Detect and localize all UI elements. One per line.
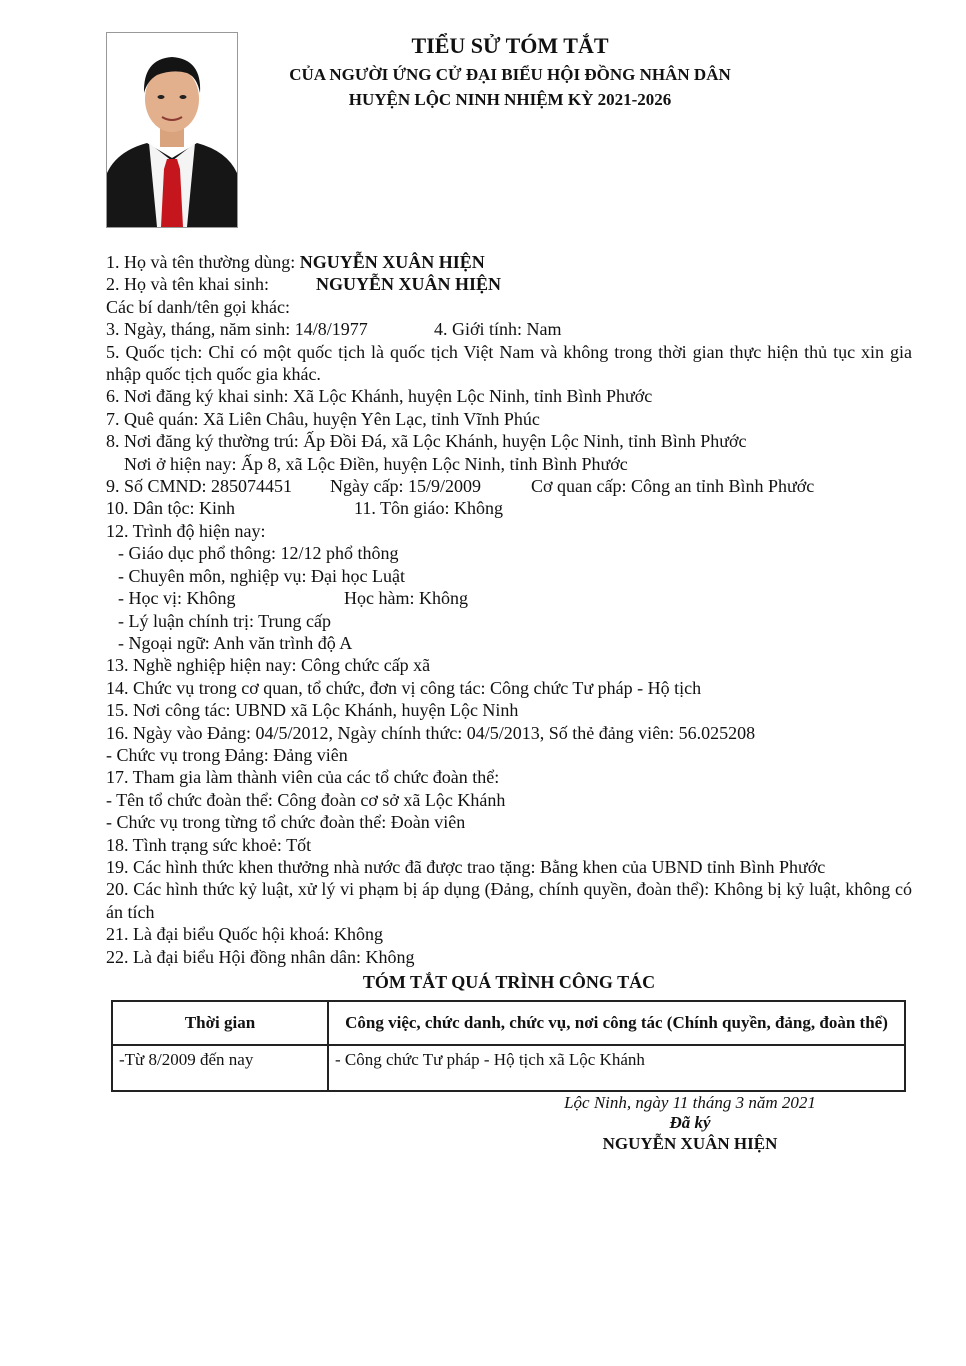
table-row (112, 1045, 905, 1091)
nationality-line: 5. Quốc tịch: Chỉ có một quốc tịch là quốc tịch Việt Nam và không trong thời gian thực hiện thủ tục xin gia nhập quốc tịch quốc gia khác. (106, 341, 912, 385)
common-name-value: NGUYỄN XUÂN HIỆN (299, 252, 485, 272)
work-history-title: TÓM TẮT QUÁ TRÌNH CÔNG TÁC (362, 972, 656, 992)
general-education: - Giáo dục phổ thông: 12/12 phổ thông (118, 543, 399, 564)
column-header-time: Thời gian (112, 1001, 328, 1045)
row-description: - Công chức Tư pháp - Hộ tịch xã Lộc Khánh (328, 1045, 905, 1091)
birthdate: 3. Ngày, tháng, năm sinh: 14/8/1977 (106, 319, 368, 340)
organization-name: - Tên tổ chức đoàn thể: Công đoàn cơ sở xã Lộc Khánh (106, 789, 506, 810)
ethnicity-religion-line (106, 497, 912, 519)
organization-role: - Chức vụ trong từng tổ chức đoàn thể: Đoàn viên (106, 812, 466, 833)
party-position-line: - Chức vụ trong Đảng: Đảng viên (106, 744, 348, 765)
academic-title: Học hàm: Không (344, 588, 468, 609)
document-title: TIỂU SỬ TÓM TẮT (411, 33, 609, 58)
birth-name-line: 2. Họ và tên khai sinh: NGUYỄN XUÂN HIỆN (106, 274, 502, 295)
common-name-line: 1. Họ và tên thường dùng: NGUYỄN XUÂN HIỆN (106, 252, 485, 272)
awards-line: 19. Các hình thức khen thưởng nhà nước đã được trao tặng: Bằng khen của UBND tỉnh Bình Phước (106, 856, 826, 877)
id-card-line (106, 475, 912, 497)
candidate-photo (106, 32, 238, 228)
work-history-table (111, 1000, 906, 1092)
religion: 11. Tôn giáo: Không (354, 498, 503, 519)
portrait-illustration (107, 33, 237, 227)
degree-title-line (106, 587, 912, 609)
signer-name: NGUYỄN XUÂN HIỆN (602, 1134, 778, 1153)
national-assembly-line: 21. Là đại biểu Quốc hội khoá: Không (106, 924, 383, 945)
table-header-row (112, 1001, 905, 1045)
row-time: -Từ 8/2009 đến nay (112, 1045, 328, 1091)
birthdate-gender-line (106, 318, 912, 340)
workplace-line: 15. Nơi công tác: UBND xã Lộc Khánh, huyện Lộc Ninh (106, 700, 519, 721)
column-header-description: Công việc, chức danh, chức vụ, nơi công tác (Chính quyền, đảng, đoàn thể) (328, 1001, 905, 1045)
ethnicity: 10. Dân tộc: Kinh (106, 498, 235, 519)
organizations-heading: 17. Tham gia làm thành viên của các tổ chức đoàn thể: (106, 767, 500, 788)
biography-body (106, 251, 912, 968)
position-line: 14. Chức vụ trong cơ quan, tổ chức, đơn vị công tác: Công chức Tư pháp - Hộ tịch (106, 677, 702, 698)
political-theory: - Lý luận chính trị: Trung cấp (118, 610, 331, 631)
id-issuer: Cơ quan cấp: Công an tỉnh Bình Phước (531, 476, 815, 497)
aliases-line: Các bí danh/tên gọi khác: (106, 296, 290, 317)
document-subtitle-1: CỦA NGƯỜI ỨNG CỬ ĐẠI BIỂU HỘI ĐỒNG NHÂN DÂN (289, 65, 731, 84)
id-issue-date: Ngày cấp: 15/9/2009 (330, 476, 481, 497)
place-date: Lộc Ninh, ngày 11 tháng 3 năm 2021 (564, 1093, 816, 1112)
discipline-line: 20. Các hình thức kỷ luật, xử lý vi phạm bị áp dụng (Đảng, chính quyền, đoàn thể): Không bị kỷ luật, không có án tích (106, 879, 912, 922)
document-subtitle-2: HUYỆN LỘC NINH NHIỆM KỲ 2021-2026 (348, 90, 672, 109)
peoples-council-line: 22. Là đại biểu Hội đồng nhân dân: Không (106, 946, 415, 967)
birth-name-value: NGUYỄN XUÂN HIỆN (316, 274, 502, 295)
academic-degree: - Học vị: Không (118, 588, 236, 609)
education-heading: 12. Trình độ hiện nay: (106, 520, 266, 541)
hometown-line: 7. Quê quán: Xã Liên Châu, huyện Yên Lạc, tỉnh Vĩnh Phúc (106, 408, 540, 429)
permanent-residence-line: 8. Nơi đăng ký thường trú: Ấp Đồi Đá, xã Lộc Khánh, huyện Lộc Ninh, tỉnh Bình Phước (106, 431, 747, 452)
gender: 4. Giới tính: Nam (434, 319, 562, 340)
foreign-language: - Ngoại ngữ: Anh văn trình độ A (118, 632, 353, 653)
professional-qualification: - Chuyên môn, nghiệp vụ: Đại học Luật (118, 565, 405, 586)
party-membership-line: 16. Ngày vào Đảng: 04/5/2012, Ngày chính thức: 04/5/2013, Số thẻ đảng viên: 56.025208 (106, 722, 756, 743)
signed-note: Đã ký (669, 1113, 711, 1132)
id-number: 9. Số CMND: 285074451 (106, 476, 293, 497)
occupation-line: 13. Nghề nghiệp hiện nay: Công chức cấp xã (106, 655, 431, 676)
birth-registration-line: 6. Nơi đăng ký khai sinh: Xã Lộc Khánh, huyện Lộc Ninh, tỉnh Bình Phước (106, 386, 653, 407)
health-line: 18. Tình trạng sức khoẻ: Tốt (106, 834, 312, 855)
current-residence-line: Nơi ở hiện nay: Ấp 8, xã Lộc Điền, huyện Lộc Ninh, tỉnh Bình Phước (124, 453, 628, 474)
